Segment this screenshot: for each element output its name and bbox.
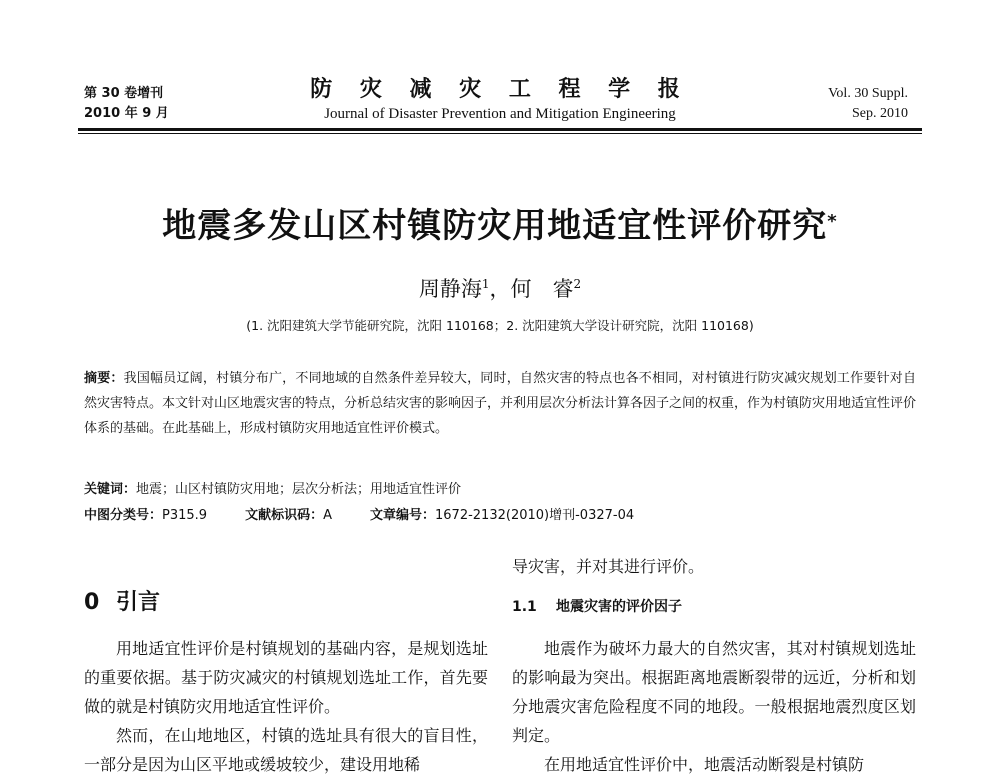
factor-paragraph-1: 地震作为破坏力最大的自然灾害，其对村镇规划选址的影响最为突出。根据距离地震断裂带的远近，分析和划分地震灾害危险程度不同的地段。一般根据地震烈度区划判定。 — [512, 639, 916, 745]
author-2: 何 睿 — [510, 277, 574, 301]
author-separator: ， — [489, 277, 511, 301]
keywords-text: 地震；山区村镇防灾用地；层次分析法；用地适宜性评价 — [136, 482, 462, 497]
affiliations: (1. 沈阳建筑大学节能研究院，沈阳 110168；2. 沈阳建筑大学设计研究院，沈阳 110168) — [246, 318, 754, 333]
author-1: 周静海 — [418, 277, 482, 301]
clc-label: 中图分类号： — [84, 508, 163, 523]
author-list — [80, 270, 920, 303]
doc-code-label: 文献标识码： — [245, 508, 324, 523]
date-en: Sep. 2010 — [852, 106, 908, 121]
section-number: 0 — [84, 590, 100, 615]
right-column-body — [512, 634, 916, 779]
header-rule-thick — [78, 128, 922, 131]
paper-title — [80, 204, 920, 248]
classification-info — [84, 505, 916, 527]
abstract-text: 我国幅员辽阔，村镇分布广，不同地域的自然条件差异较大，同时，自然灾害的特点也各不相同，对村镇进行防灾减灾规划工作要针对自然灾害特点。本文针对山区地震灾害的特点，分析总结灾害的影响因子，并利用层次分析法计算各因子之间的权重，作为村镇防灾用地适宜性评价体系的基础。在此基础上，形成村镇防灾用地适宜性评价模式。 — [84, 371, 917, 436]
title-footnote-mark: * — [827, 211, 838, 232]
journal-title-en: Journal of Disaster Prevention and Mitigation Engineering — [324, 106, 676, 122]
keywords — [84, 479, 916, 501]
factor-paragraph-2: 在用地适宜性评价中，地震活动断裂是村镇防 — [544, 755, 865, 774]
author-2-affil: 2 — [573, 277, 582, 291]
doc-code-value: A — [323, 508, 332, 523]
clc-value: P315.9 — [162, 508, 208, 523]
subsection-heading — [512, 596, 682, 618]
section-title: 引言 — [116, 590, 161, 615]
abstract-label: 摘要： — [84, 371, 124, 386]
volume-info-en — [828, 84, 908, 124]
author-1-affil: 1 — [481, 277, 490, 291]
subsection-number: 1.1 — [512, 599, 537, 615]
article-number-label: 文章编号： — [370, 508, 436, 523]
keywords-label: 关键词： — [84, 482, 137, 497]
journal-title-cn: 防 灾 减 灾 工 程 学 报 — [310, 77, 690, 102]
left-column-body — [84, 634, 488, 779]
volume-cn: 第 30 卷增刊 — [84, 86, 164, 101]
subsection-title: 地震灾害的评价因子 — [556, 599, 682, 615]
paper-title-text: 地震多发山区村镇防灾用地适宜性评价研究 — [162, 206, 828, 246]
right-column-continuation: 导灾害，并对其进行评价。 — [512, 557, 705, 576]
section-heading-introduction — [84, 588, 160, 618]
abstract — [84, 366, 916, 441]
header-rule-thin — [78, 133, 922, 134]
journal-title — [250, 76, 750, 124]
intro-paragraph-1: 用地适宜性评价是村镇规划的基础内容，是规划选址的重要依据。基于防灾减灾的村镇规划选址工作，首先要做的就是村镇防灾用地适宜性评价。 — [84, 639, 488, 716]
volume-en: Vol. 30 Suppl. — [828, 86, 908, 101]
date-cn: 2010 年 9 月 — [84, 106, 169, 121]
intro-paragraph-2: 然而，在山地地区，村镇的选址具有很大的盲目性，一部分是因为山区平地或缓坡较少，建设用地稀 — [84, 726, 488, 774]
volume-info — [84, 84, 169, 124]
article-number-value: 1672-2132(2010)增刊-0327-04 — [435, 508, 635, 523]
